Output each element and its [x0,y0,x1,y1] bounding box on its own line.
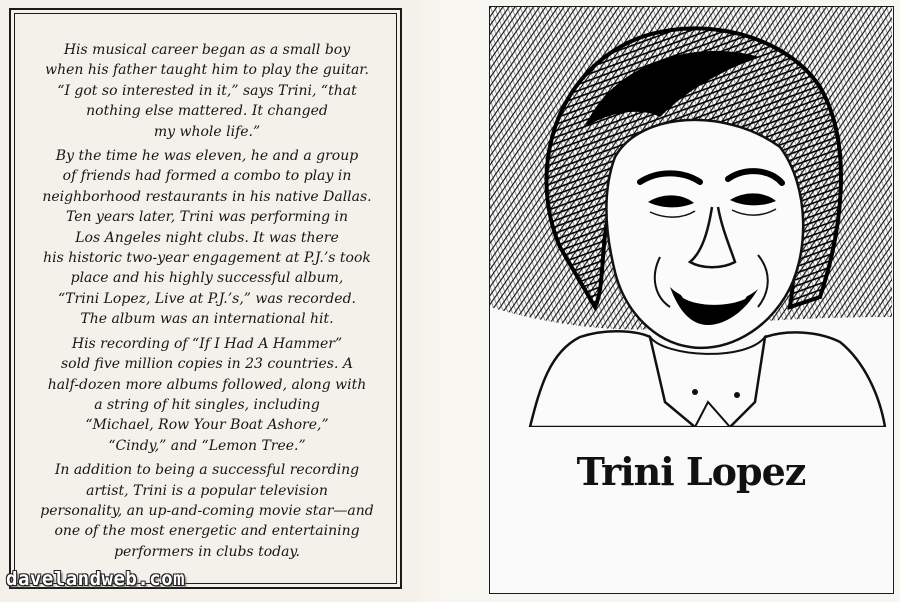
right-page [440,0,900,602]
site-watermark: davelandweb.com [6,568,186,590]
text-line: half-dozen more albums followed, along with [47,376,367,393]
text-line: “Trini Lopez, Live at P.J.’s,” was recorded. [58,290,356,307]
text-line: The album was an international hit. [80,311,334,328]
text-line: when his father taught him to play the guitar. [45,62,369,79]
text-line: sold five million copies in 23 countries. A [61,356,353,373]
text-line: place and his highly successful album, [70,270,344,287]
text-line: His musical career began as a small boy [63,42,351,58]
text-line: nothing else mattered. It changed [86,103,328,120]
paragraph-3 [31,334,383,456]
text-line: Ten years later, Trini was performing in [66,209,348,226]
text-line: a string of hit singles, including [94,396,320,413]
text-line: “Cindy,” and “Lemon Tree.” [108,437,306,454]
text-line: one of the most energetic and entertaining [54,523,360,540]
text-line: neighborhood restaurants in his native Dallas. [42,188,372,205]
text-line: “I got so interested in it,” says Trini, “that [57,82,357,99]
text-line: In addition to being a successful recording [54,462,360,479]
paragraph-2 [31,146,383,330]
text-line: performers in clubs today. [114,543,300,560]
portrait-illustration [490,7,892,427]
text-line: my whole life.” [153,123,261,140]
text-line: “Michael, Row Your Boat Ashore,” [85,417,329,434]
text-border-frame [9,8,402,589]
text-line: of friends had formed a combo to play in [62,168,352,185]
text-line: His recording of “If I Had A Hammer” [71,335,343,352]
text-line: Los Angeles night clubs. It was there [75,229,339,246]
left-page [0,0,420,602]
paragraph-4 [31,460,383,562]
text-line: personality, an up-and-coming movie star—and [40,502,374,519]
biography-text [31,40,383,566]
paragraph-1 [31,40,383,142]
performer-name: Trini Lopez [576,449,806,494]
text-line: his historic two-year engagement at P.J.’s took [43,250,371,267]
text-line: By the time he was eleven, he and a group [55,148,359,165]
text-line: artist, Trini is a popular television [86,482,328,499]
portrait-frame [489,6,894,594]
